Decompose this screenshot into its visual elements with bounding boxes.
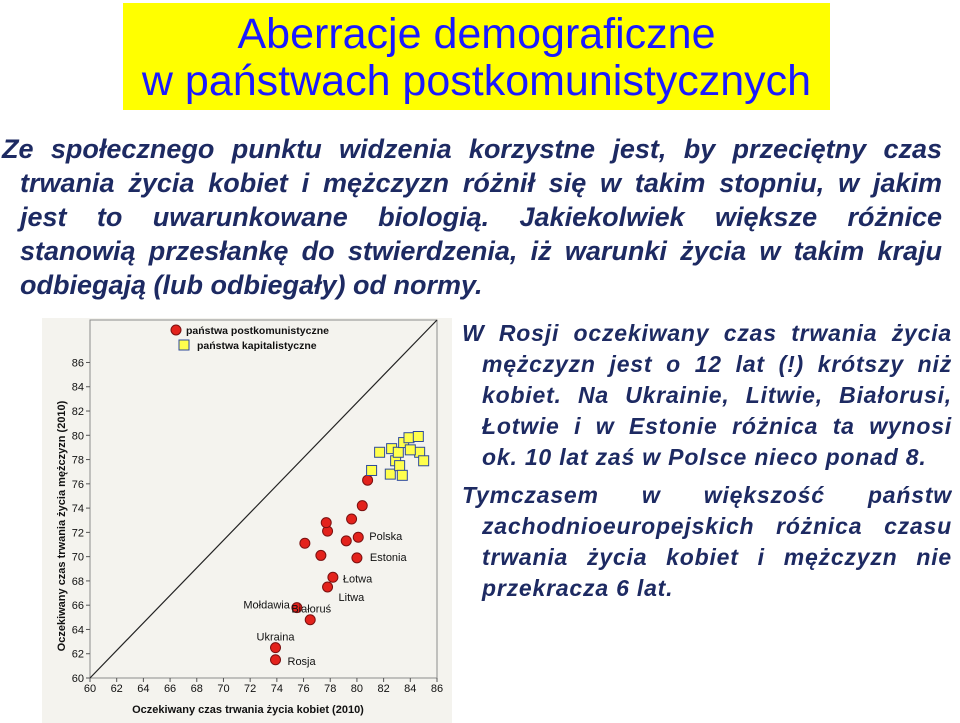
x-tick-label: 72 [244, 683, 257, 695]
point-label: Ukraina [256, 631, 295, 644]
intro-paragraph [0, 132, 942, 302]
y-tick-label: 60 [71, 673, 84, 685]
data-point-capitalist [404, 433, 414, 443]
intro-line: jest to uwarunkowane biologią. Jakiekolwiek większe różnice [20, 202, 942, 232]
plot-points [243, 432, 428, 668]
data-point-postcommunist [347, 514, 357, 524]
side-paragraph-line: W Rosji oczekiwany czas trwania życia [462, 320, 952, 346]
point-label: Mołdawia [243, 599, 290, 612]
data-point-capitalist [385, 469, 395, 479]
data-point-capitalist [395, 461, 405, 471]
side-paragraph-line: zachodnioeuropejskich różnica czasu [482, 513, 952, 539]
x-tick-label: 74 [270, 683, 283, 695]
y-tick-label: 78 [71, 454, 84, 467]
data-point-postcommunist [321, 518, 331, 528]
x-tick-label: 78 [324, 683, 337, 695]
y-tick-label: 62 [71, 648, 84, 661]
point-label: Litwa [338, 591, 365, 604]
data-point-postcommunist [271, 643, 281, 653]
x-axis [84, 678, 443, 695]
x-tick-label: 60 [83, 683, 97, 695]
data-point-postcommunist [341, 536, 351, 546]
legend-label-capitalist: państwa kapitalistyczne [197, 340, 317, 352]
side-paragraph-2 [462, 480, 952, 604]
y-tick-label: 86 [71, 357, 84, 370]
data-point-capitalist [367, 465, 377, 475]
side-paragraph-line: mężczyzn jest o 12 lat (!) krótszy niż [482, 351, 952, 377]
y-tick-label: 72 [71, 527, 84, 540]
x-tick-label: 76 [297, 683, 310, 695]
y-tick-label: 80 [71, 430, 84, 443]
y-axis [72, 357, 90, 685]
y-tick-label: 70 [71, 551, 84, 564]
data-point-postcommunist [357, 501, 367, 511]
legend-label-postcommunist: państwa postkomunistyczne [186, 325, 329, 337]
data-point-capitalist [393, 447, 403, 457]
side-paragraph-line: Tymczasem w większość państw [462, 482, 952, 508]
side-paragraph-1 [462, 318, 952, 473]
point-label: Łotwa [342, 573, 373, 586]
side-paragraph-line: trwania życia kobiet i mężczyzn nie [482, 544, 952, 570]
intro-line: odbiegają (lub odbiegały) od normy. [20, 270, 483, 300]
point-label: Estonia [369, 551, 407, 564]
legend [171, 325, 329, 352]
x-tick-label: 82 [377, 683, 390, 695]
x-tick-label: 80 [350, 683, 364, 695]
x-tick-label: 70 [217, 683, 230, 695]
intro-line: Ze społecznego punktu widzenia korzystne jest, by przeciętny czas [2, 134, 942, 164]
scatter-chart [42, 318, 452, 723]
title-banner [123, 3, 830, 110]
side-paragraph-line: Łotwie i w Estonie różnica ta wynosi [482, 413, 952, 439]
slide-title-line-1: Aberracje demograficzne [237, 10, 716, 58]
side-paragraph-line: ok. 10 lat zaś w Polsce nieco ponad 8. [482, 444, 927, 470]
intro-line: stanowią przesłankę do stwierdzenia, iż warunki życia w takim kraju [20, 236, 942, 266]
data-point-postcommunist [305, 615, 315, 625]
data-point-postcommunist [352, 553, 362, 563]
y-tick-label: 68 [71, 575, 84, 588]
data-point-postcommunist [363, 475, 373, 485]
x-tick-label: 66 [163, 683, 177, 695]
x-tick-label: 68 [190, 683, 203, 695]
y-axis-title: Oczekiwany czas trwania życia mężczyzn (2010) [56, 400, 68, 652]
data-point-postcommunist [353, 532, 363, 542]
scatter-chart-panel [42, 318, 452, 723]
y-tick-label: 84 [71, 381, 84, 394]
intro-line: trwania życia kobiet i mężczyzn różnił się w takim stopniu, w jakim [20, 168, 942, 198]
side-paragraph-line: kobiet. Na Ukrainie, Litwie, Białorusi, [482, 382, 952, 408]
x-tick-label: 62 [110, 683, 123, 695]
data-point-capitalist [397, 470, 407, 480]
data-point-postcommunist [316, 550, 326, 560]
point-label: Polska [369, 531, 403, 544]
y-tick-label: 74 [71, 503, 84, 516]
side-paragraph-line: przekracza 6 lat. [482, 575, 674, 601]
y-tick-label: 66 [71, 600, 84, 613]
x-axis-title: Oczekiwany czas trwania życia kobiet (2010) [132, 704, 364, 716]
point-label: Rosja [287, 655, 316, 668]
y-tick-label: 76 [71, 478, 84, 491]
data-point-capitalist [419, 456, 429, 466]
x-tick-label: 86 [430, 683, 444, 695]
slide-title-line-2: w państwach postkomunistycznych [141, 57, 812, 105]
x-tick-label: 84 [404, 683, 417, 695]
data-point-postcommunist [300, 538, 310, 548]
legend-marker-postcommunist-icon [171, 325, 181, 335]
data-point-capitalist [413, 432, 423, 442]
y-tick-label: 64 [71, 624, 84, 637]
x-tick-label: 64 [137, 683, 150, 695]
data-point-capitalist [375, 447, 385, 457]
data-point-capitalist [405, 445, 415, 455]
data-point-postcommunist [271, 655, 281, 665]
data-point-postcommunist [328, 572, 338, 582]
point-label: Białoruś [291, 603, 332, 616]
legend-marker-capitalist-icon [179, 340, 189, 350]
reference-diagonal-line [90, 320, 437, 678]
data-point-postcommunist [323, 582, 333, 592]
y-tick-label: 82 [71, 406, 84, 419]
